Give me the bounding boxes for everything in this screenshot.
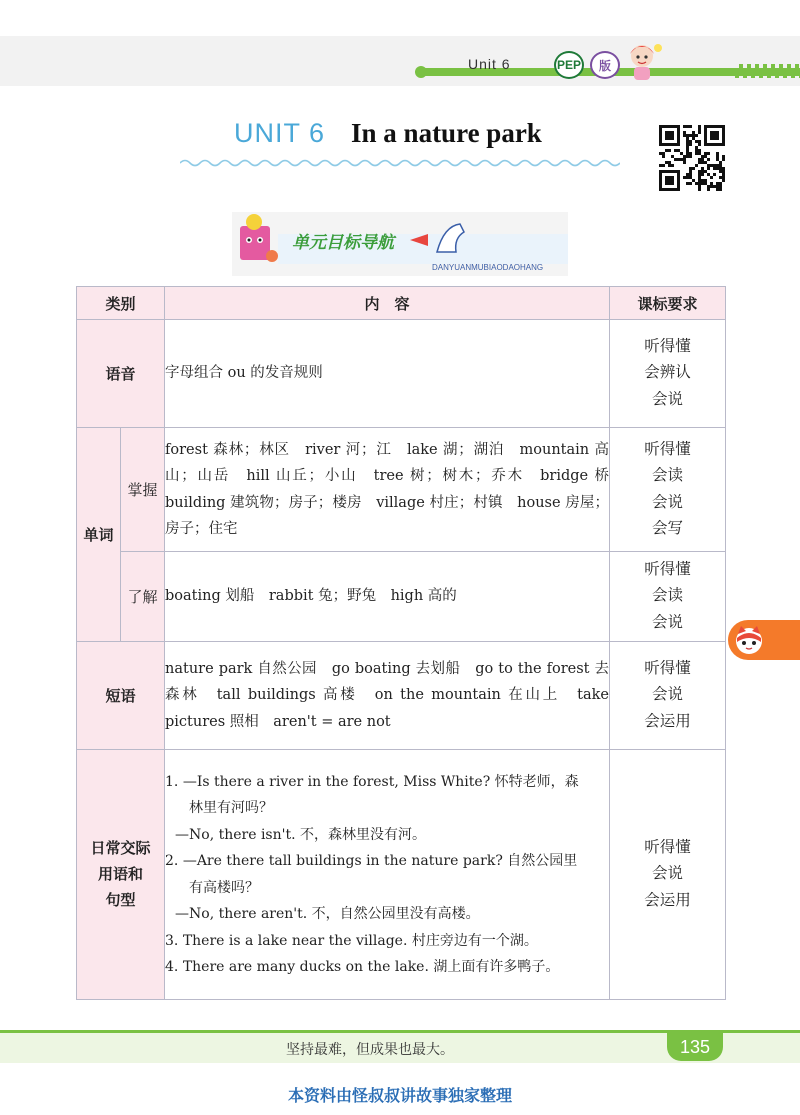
sentences-content xyxy=(165,750,610,1000)
page-number: 135 xyxy=(667,1033,723,1061)
req-item: 会说 xyxy=(652,613,684,631)
footer-credit: 本资料由怪叔叔讲故事独家整理 xyxy=(287,1088,512,1105)
req-item: 听得懂 xyxy=(644,337,691,355)
title-name: In a nature park xyxy=(351,118,542,148)
title-wave-divider xyxy=(180,158,620,168)
cat-face-icon xyxy=(733,624,765,656)
table-row-sentences xyxy=(77,750,726,1000)
title-unit: UNIT 6 xyxy=(234,118,326,148)
category-sentences xyxy=(77,750,165,1000)
banner-pinyin: DANYUANMUBIAODAOHANG xyxy=(432,263,544,272)
req-item: 会写 xyxy=(652,520,684,537)
sentence-line: 4. There are many ducks on the lake. 湖上面有许多鸭子。 xyxy=(165,959,560,975)
sentence-line: 1. —Is there a river in the forest, Miss White? 怀特老师，森 xyxy=(165,773,579,790)
vocab-know-label: 了解 xyxy=(121,552,165,642)
sentences-requirements xyxy=(610,750,726,1000)
footer-motto: 坚持最难，但成果也最大。 xyxy=(286,1041,454,1057)
req-item: 会读 xyxy=(652,587,684,605)
sentence-line: —No, there aren't. 不，自然公园里没有高楼。 xyxy=(175,906,480,922)
req-item: 听得懂 xyxy=(644,560,691,578)
page-title xyxy=(234,118,542,149)
table-row-phonics xyxy=(77,320,726,428)
req-item: 会说 xyxy=(652,865,684,883)
sentence-line: 3. There is a lake near the village. 村庄旁边有一个湖。 xyxy=(165,932,538,949)
req-item: 会读 xyxy=(652,467,684,484)
unit-goals-table xyxy=(76,286,726,1000)
sentence-line: 林里有河吗？ xyxy=(189,800,274,816)
phonics-content: 字母组合 ou 的发音规则 xyxy=(165,320,610,428)
category-line: 日常交际 xyxy=(90,839,151,857)
header-requirements: 课标要求 xyxy=(610,287,726,320)
vocab-master-requirements xyxy=(610,428,726,552)
req-item: 会说 xyxy=(652,390,684,408)
sentence-line: 有高楼吗？ xyxy=(189,879,260,896)
vocab-know-content: boating 划船 rabbit 兔；野兔 high 高的 xyxy=(165,552,610,642)
sentence-line: —No, there isn't. 不，森林里没有河。 xyxy=(175,826,427,843)
version-badge: 版 xyxy=(590,51,620,79)
category-phrases: 短语 xyxy=(77,642,165,750)
table-row-vocab-master xyxy=(77,428,726,552)
category-vocab: 单词 xyxy=(77,428,121,642)
table-header-row xyxy=(77,287,726,320)
table-row-phrases xyxy=(77,642,726,750)
qr-code-icon[interactable] xyxy=(659,125,725,191)
req-item: 听得懂 xyxy=(644,440,691,458)
vocab-master-label: 掌握 xyxy=(121,428,165,552)
phrases-requirements xyxy=(610,642,726,750)
req-item: 会运用 xyxy=(644,712,691,730)
header-category: 类别 xyxy=(77,287,165,320)
category-line: 句型 xyxy=(105,891,136,909)
sentence-line: 2. —Are there tall buildings in the nature park? 自然公园里 xyxy=(165,853,578,869)
table-row-vocab-know xyxy=(77,552,726,642)
girl-mascot-icon xyxy=(620,40,666,82)
section-banner xyxy=(232,212,568,276)
phrases-content: nature park 自然公园 go boating 去划船 go to the forest 去森林 tall buildings 高楼 on the mountain 在山上 take pictures 照相 aren't = are not xyxy=(165,642,610,750)
req-item: 会运用 xyxy=(644,891,691,909)
req-item: 会说 xyxy=(652,686,684,704)
req-item: 会说 xyxy=(652,493,684,511)
req-item: 会辨认 xyxy=(644,364,691,382)
banner-heading: 单元目标导航 xyxy=(292,233,394,252)
req-item: 听得懂 xyxy=(644,659,691,677)
header-content: 内 容 xyxy=(165,287,610,320)
req-item: 听得懂 xyxy=(644,838,691,856)
unit-label: Unit 6 xyxy=(468,56,511,72)
category-line: 用语和 xyxy=(98,865,144,883)
pep-badge: PEP xyxy=(554,51,584,79)
vocab-master-content: forest 森林；林区 river 河；江 lake 湖；湖泊 mountain 高山；山岳 hill 山丘；小山 tree 树；树木；乔木 bridge 桥 building 建筑物；房子；楼房 village 村庄；村镇 house 房屋；房子；住宅 xyxy=(165,428,610,552)
phonics-requirements xyxy=(610,320,726,428)
category-phonics: 语音 xyxy=(77,320,165,428)
header-band xyxy=(0,36,800,86)
checker-pattern xyxy=(735,64,800,78)
vocab-know-requirements xyxy=(610,552,726,642)
